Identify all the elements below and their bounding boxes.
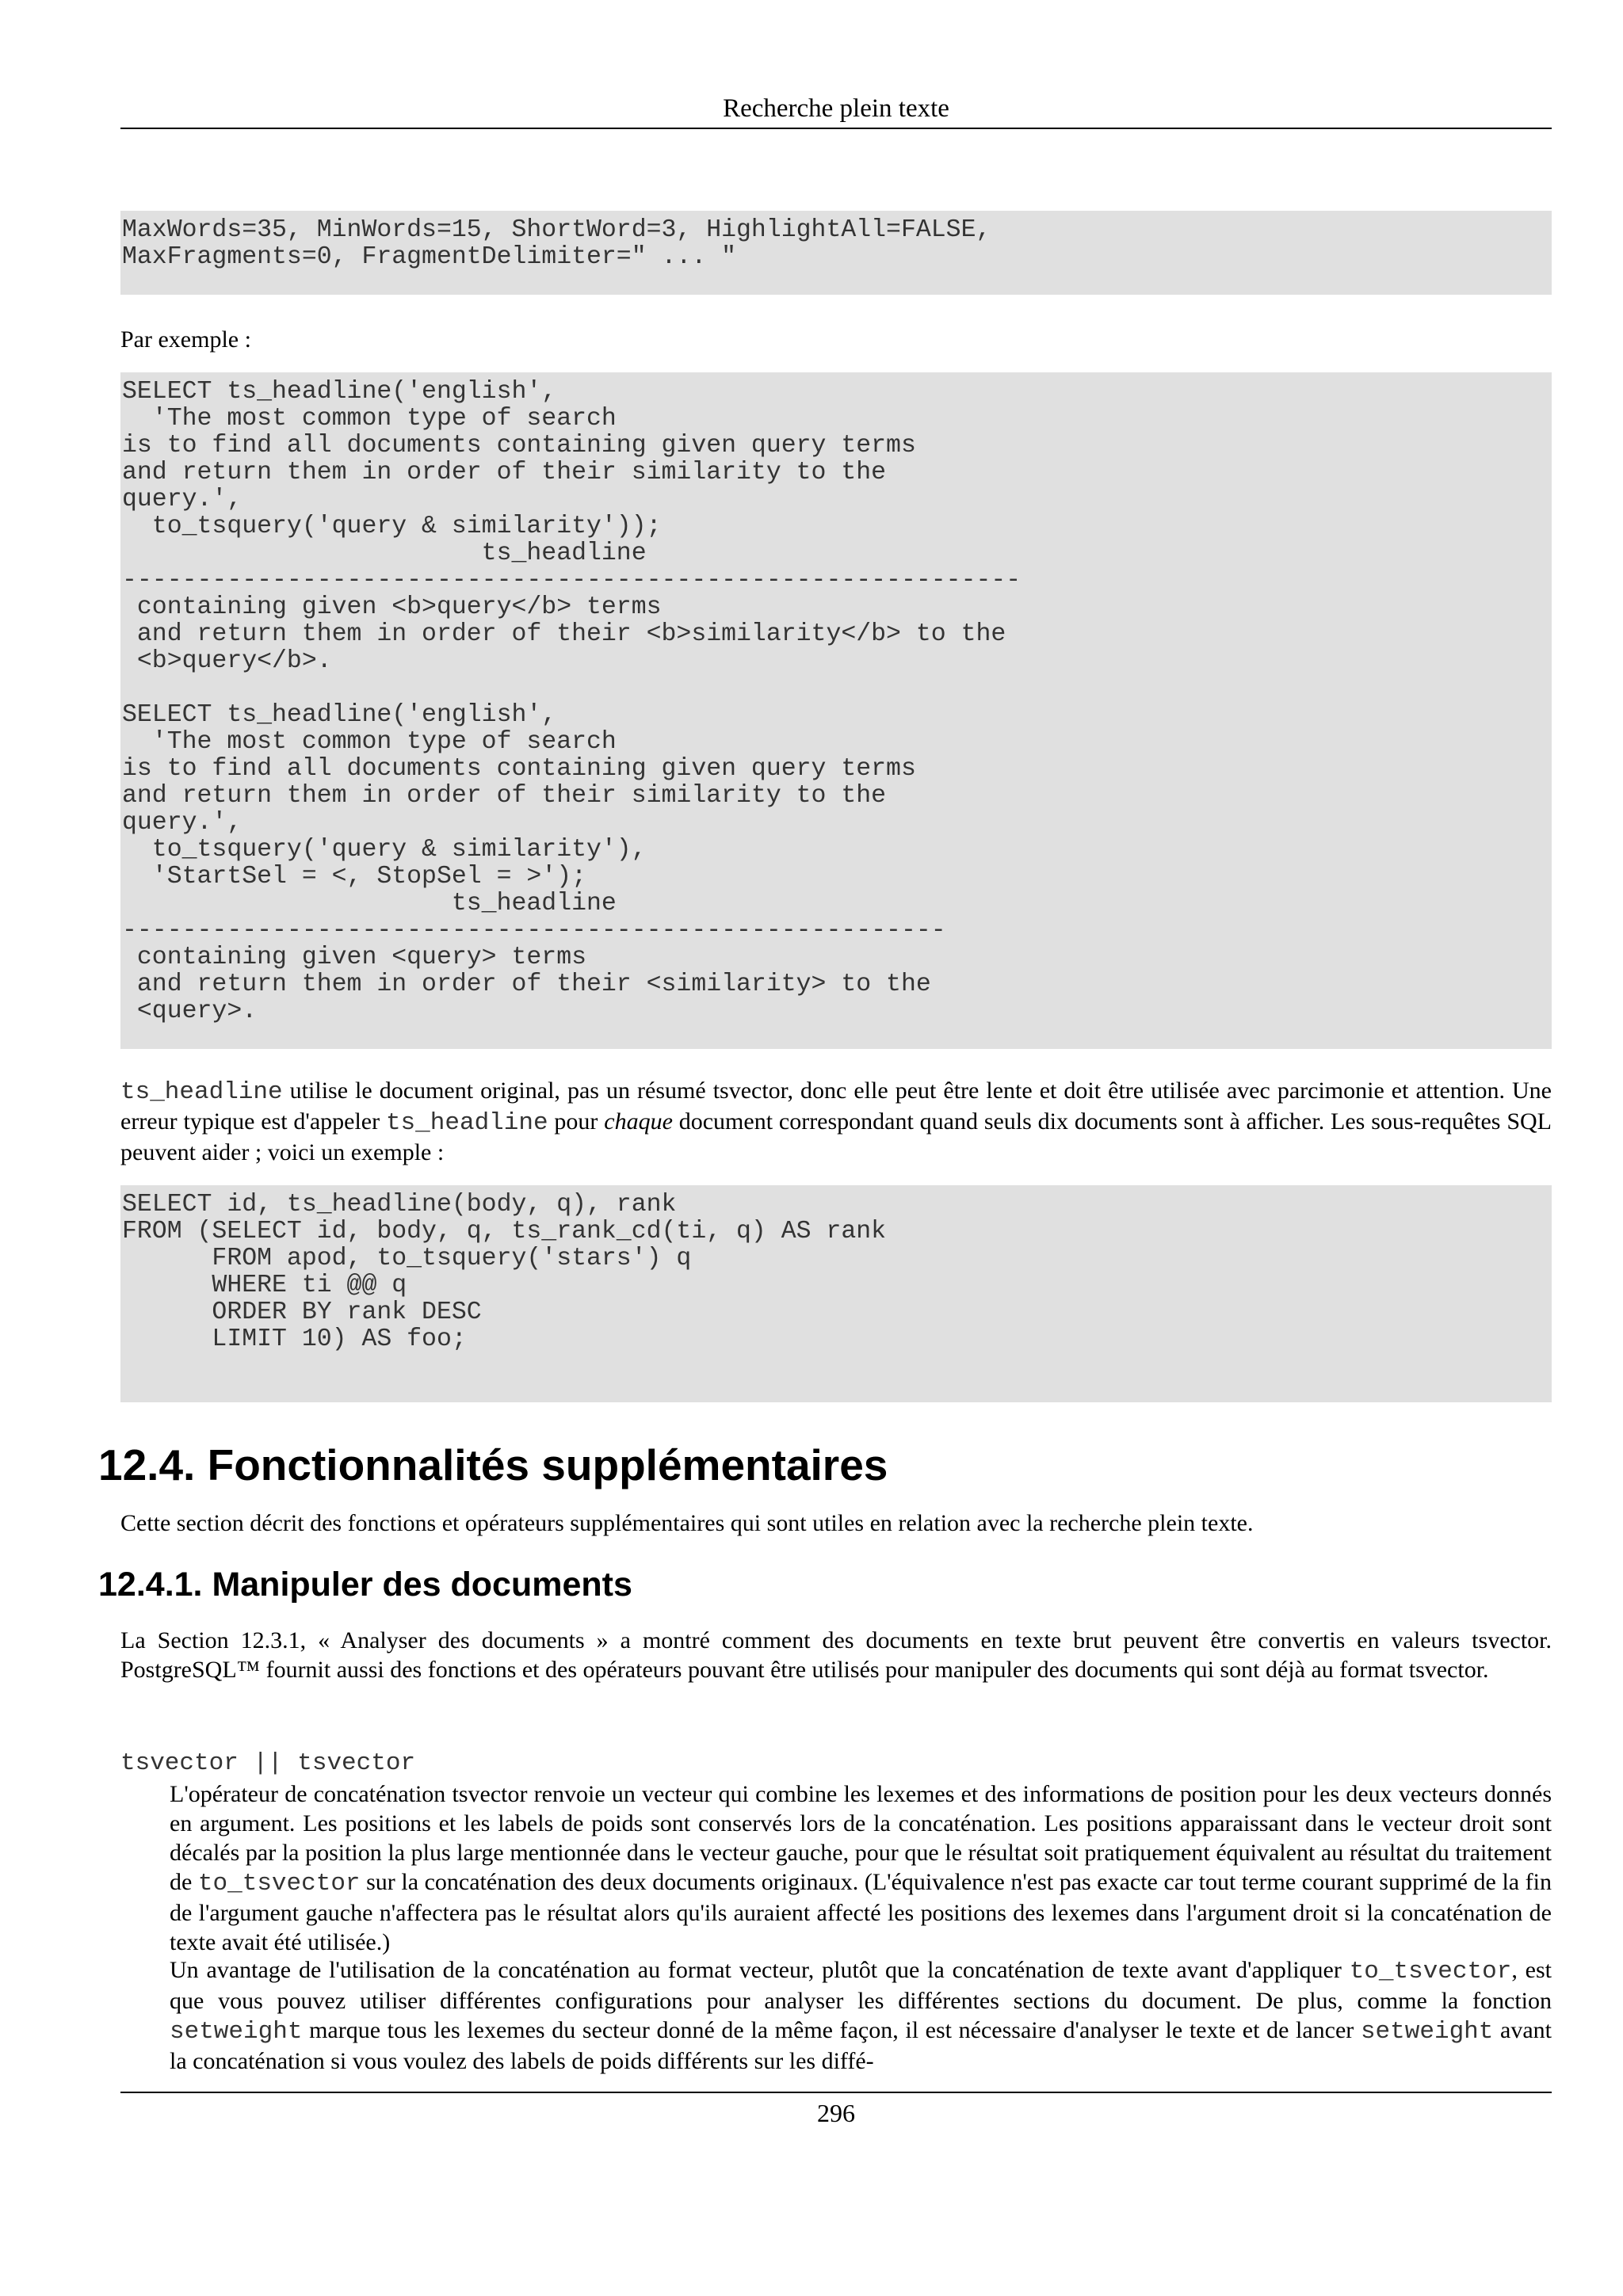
footer-rule [120, 2092, 1552, 2093]
subsection-intro: La Section 12.3.1, « Analyser des documents » a montré comment des documents en texte brut peuvent être convertis en valeurs tsvector. PostgreSQL™ fournit aussi des fonctions et des opérateurs pouvant être utilisés pour manipuler des documents qui sont déjà au format tsvector. [120, 1627, 1552, 1683]
inline-code-ts-headline: ts_headline [385, 1109, 548, 1137]
code-block-ts-headline-examples: SELECT ts_headline('english', 'The most common type of search is to find all documents containing given query terms and return them in order of their similarity to the query.', to_tsquery('query & similarity')); ts_headline ------------------------------------------------------------ containing given <b>query</b> terms and return them in order of their <b>similarity</b> to the <b>query</b>. SELECT ts_headline('english', 'The most common type of search is to find all documents containing given query terms and return them in order of their similarity to the query.', to_tsquery('query & similarity'), 'StartSel = <, StopSel = >'); ts_headline ------------------------------------------------------- containing given <query> terms and return them in order of their <similarity> to the <query>. [120, 372, 1552, 1049]
term-description-paragraph-2: Un avantage de l'utilisation de la concaténation au format vecteur, plutôt que la concaténation de texte avant d'appliquer to_tsvector, est que vous pouvez utiliser différentes configurations pour analyser les différentes sections du document. De plus, comme la fonction setweight marque tous les lexemes du secteur donné de la même façon, il est nécessaire d'analyser le texte et de lancer setweight avant la concaténation si vous voulez des labels de poids différents sur les diffé- [170, 1957, 1552, 2074]
paragraph-example-intro: Par exemple : [120, 326, 251, 353]
section-intro: Cette section décrit des fonctions et opérateurs supplémentaires qui sont utiles en relation avec la recherche plein texte. [120, 1510, 1254, 1536]
section-heading: 12.4. Fonctionnalités supplémentaires [98, 1440, 888, 1489]
inline-code-setweight: setweight [170, 2018, 303, 2046]
running-header: Recherche plein texte [723, 94, 949, 123]
code-block-subquery-example: SELECT id, ts_headline(body, q), rank FROM (SELECT id, body, q, ts_rank_cd(ti, q) AS rank FROM apod, to_tsquery('stars') q WHERE ti @@ q ORDER BY rank DESC LIMIT 10) AS foo; [120, 1185, 1552, 1402]
code-block-options: MaxWords=35, MinWords=15, ShortWord=3, HighlightAll=FALSE, MaxFragments=0, FragmentDelimiter=" ... " [120, 211, 1552, 295]
inline-code-setweight: setweight [1360, 2018, 1494, 2046]
header-rule [120, 128, 1552, 129]
term-tsvector-concat: tsvector || tsvector [120, 1749, 416, 1777]
subsection-heading: 12.4.1. Manipuler des documents [98, 1566, 632, 1604]
inline-code-ts-headline: ts_headline [120, 1078, 283, 1106]
emphasis-chaque: chaque [604, 1108, 673, 1135]
inline-code-to-tsvector: to_tsvector [1349, 1958, 1512, 1985]
term-description-paragraph-1: L'opérateur de concaténation tsvector renvoie un vecteur qui combine les lexemes et des informations de position pour les deux vecteurs donnés en argument. Les positions et les labels de poids sont conservés lors de la concaténation. Les positions apparaissant dans le vecteur droit sont décalés par la position la plus large mentionnée dans le vecteur gauche, pour que le résultat soit pratiquement équivalent au résultat du traitement de to_tsvector sur la concaténation des deux documents originaux. (L'équivalence n'est pas exacte car tout terme courant supprimé de la fin de l'argument gauche n'affectera pas le résultat alors qu'ils auraient affecté les positions des lexemes dans l'argument droit si la concaténation de texte avait été utilisée.) [170, 1781, 1552, 1955]
paragraph-ts-headline-note: ts_headline utilise le document original, pas un résumé tsvector, donc elle peut être lente et doit être utilisée avec parcimonie et attention. Une erreur typique est d'appeler ts_headline pour chaque document correspondant quand seuls dix documents sont à afficher. Les sous-requêtes SQL peuvent aider ; voici un exemple : [120, 1077, 1552, 1165]
page-number: 296 [817, 2099, 855, 2127]
inline-code-to-tsvector: to_tsvector [197, 1870, 361, 1897]
